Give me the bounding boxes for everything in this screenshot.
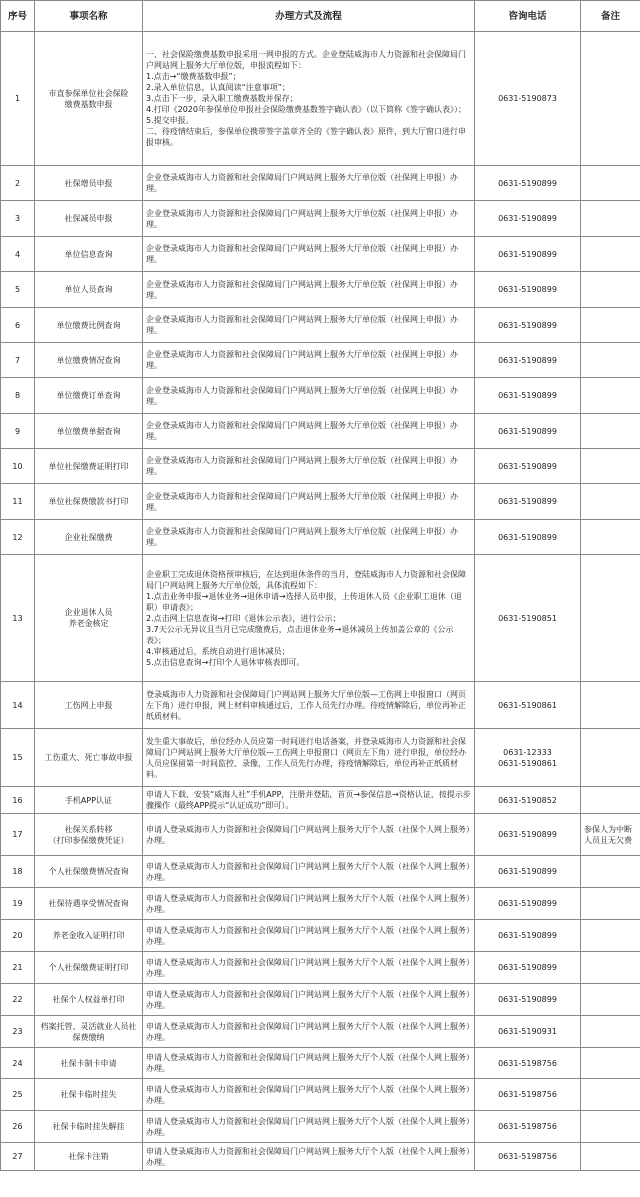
row-seq: 11 <box>1 484 35 520</box>
row-name: 工伤网上申报 <box>35 682 143 729</box>
row-method: 企业登录威海市人力资源和社会保障局门户网站网上服务大厅单位版（社保网上申报）办理。 <box>143 520 475 555</box>
row-name: 社保待遇享受情况查询 <box>35 888 143 920</box>
row-seq: 8 <box>1 378 35 414</box>
row-note <box>581 201 640 237</box>
row-seq: 23 <box>1 1016 35 1048</box>
row-method: 申请人登录威海市人力资源和社会保障局门户网站网上服务大厅个人版（社保个人网上服务）办理。 <box>143 1143 475 1171</box>
row-name: 社保关系转移 （打印参保缴费凭证） <box>35 814 143 856</box>
row-phone: 0631-12333 0631-5190861 <box>475 729 581 787</box>
row-note <box>581 1048 640 1079</box>
row-seq: 24 <box>1 1048 35 1079</box>
table-row <box>1 378 640 414</box>
row-method: 企业登录威海市人力资源和社会保障局门户网站网上服务大厅单位版（社保网上申报）办理。 <box>143 484 475 520</box>
row-phone: 0631-5190899 <box>475 237 581 272</box>
row-phone: 0631-5190899 <box>475 449 581 484</box>
row-seq: 16 <box>1 787 35 814</box>
row-name: 社保减员申报 <box>35 201 143 237</box>
row-seq: 22 <box>1 984 35 1016</box>
row-method: 登录威海市人力资源和社会保障局门户网站网上服务大厅单位版—工伤网上申报窗口（网页左下角）进行申报，网上材料审核通过后，工作人员先行办理。待疫情解除后，单位再补正纸质材料。 <box>143 682 475 729</box>
row-name: 档案托管、灵活就业人员社保费缴纳 <box>35 1016 143 1048</box>
row-seq: 15 <box>1 729 35 787</box>
row-note <box>581 1143 640 1171</box>
row-name: 养老金收入证明打印 <box>35 920 143 952</box>
row-phone: 0631-5198756 <box>475 1111 581 1143</box>
row-name: 个人社保缴费情况查询 <box>35 856 143 888</box>
row-method: 企业登录威海市人力资源和社会保障局门户网站网上服务大厅单位版（社保网上申报）办理。 <box>143 201 475 237</box>
row-method: 申请人登录威海市人力资源和社会保障局门户网站网上服务大厅个人版（社保个人网上服务）办理。 <box>143 856 475 888</box>
row-name: 单位社保缴费证明打印 <box>35 449 143 484</box>
row-name: 单位缴费订单查询 <box>35 378 143 414</box>
row-phone: 0631-5190899 <box>475 201 581 237</box>
table-row <box>1 520 640 555</box>
row-note <box>581 856 640 888</box>
row-note: 参保人为中断人员且无欠费 <box>581 814 640 856</box>
row-phone: 0631-5190899 <box>475 378 581 414</box>
row-phone: 0631-5190899 <box>475 484 581 520</box>
row-method: 申请人登录威海市人力资源和社会保障局门户网站网上服务大厅个人版（社保个人网上服务）办理。 <box>143 984 475 1016</box>
row-method: 企业职工完成退休资格预审核后，在达到退休条件的当月，登陆威海市人力资源和社会保障局门户网站网上服务大厅单位版，具体流程如下： 1.点击业务申报→退休业务→退休申请→选择人员申报，上传退休人员《企业职工退休（退职）申请表》； 2.点击网上信息查询→打印《退休公示表》，进行公示； 3.7天公示无异议且当月已完成缴费后，点击退休业务→退休减员上传加盖公章的《公示表》； 4.审核通过后，系统自动进行退休减员； 5.点击信息查询→打印个人退休审核表即可。 <box>143 555 475 682</box>
row-method: 申请人登录威海市人力资源和社会保障局门户网站网上服务大厅个人版（社保个人网上服务）办理。 <box>143 814 475 856</box>
row-method: 申请人下载、安装“威海人社”手机APP，注册并登陆，首页→参保信息→资格认证，按提示步骤操作（最终APP提示“认证成功”即可）。 <box>143 787 475 814</box>
table-row <box>1 1079 640 1111</box>
row-seq: 3 <box>1 201 35 237</box>
row-note <box>581 343 640 378</box>
table-row <box>1 449 640 484</box>
row-note <box>581 308 640 343</box>
header-seq: 序号 <box>1 1 35 32</box>
table-row <box>1 201 640 237</box>
row-name: 社保卡临时挂失解挂 <box>35 1111 143 1143</box>
table-row <box>1 555 640 682</box>
row-note <box>581 520 640 555</box>
row-phone: 0631-5190931 <box>475 1016 581 1048</box>
row-phone: 0631-5190852 <box>475 787 581 814</box>
row-note <box>581 1111 640 1143</box>
row-note <box>581 1079 640 1111</box>
row-seq: 18 <box>1 856 35 888</box>
row-method: 企业登录威海市人力资源和社会保障局门户网站网上服务大厅单位版（社保网上申报）办理。 <box>143 272 475 308</box>
table-row <box>1 787 640 814</box>
row-seq: 2 <box>1 166 35 201</box>
row-note <box>581 729 640 787</box>
row-seq: 21 <box>1 952 35 984</box>
row-method: 发生重大事故后，单位经办人员应第一时间进行电话备案，并登录威海市人力资源和社会保障局门户网站网上服务大厅单位版—工伤网上申报窗口（网页左下角）进行申报，单位经办人员应保留第一时间监控、录像，工作人员先行办理，待疫情解除后，单位再补正纸质材料。 <box>143 729 475 787</box>
row-phone: 0631-5190899 <box>475 308 581 343</box>
row-name: 单位缴费情况查询 <box>35 343 143 378</box>
table-row <box>1 308 640 343</box>
row-phone: 0631-5190851 <box>475 555 581 682</box>
row-method: 申请人登录威海市人力资源和社会保障局门户网站网上服务大厅个人版（社保个人网上服务）办理。 <box>143 1079 475 1111</box>
row-method: 企业登录威海市人力资源和社会保障局门户网站网上服务大厅单位版（社保网上申报）办理。 <box>143 343 475 378</box>
row-note <box>581 484 640 520</box>
row-name: 手机APP认证 <box>35 787 143 814</box>
row-phone: 0631-5190899 <box>475 888 581 920</box>
row-name: 社保卡临时挂失 <box>35 1079 143 1111</box>
row-name: 企业退休人员 养老金核定 <box>35 555 143 682</box>
row-phone: 0631-5198756 <box>475 1079 581 1111</box>
table-row <box>1 856 640 888</box>
table-row <box>1 272 640 308</box>
row-phone: 0631-5198756 <box>475 1143 581 1171</box>
row-phone: 0631-5190899 <box>475 814 581 856</box>
table-row <box>1 920 640 952</box>
table-row <box>1 414 640 449</box>
row-method: 申请人登录威海市人力资源和社会保障局门户网站网上服务大厅个人版（社保个人网上服务）办理。 <box>143 1016 475 1048</box>
row-method: 一、社会保险缴费基数申报采用一网申报的方式。企业登陆威海市人力资源和社会保障局门户网站网上服务大厅单位版，申报流程如下： 1.点击→“缴费基数申报”； 2.录入单位信息，认真阅读“注意事项”； 3.点击下一步，录入职工缴费基数并保存； 4.打印《2020年参保单位申报社会保险缴费基数签字确认表》（以下简称《签字确认表》）； 5.提交申报。 二、待疫情结束后，参保单位携带签字盖章齐全的《签字确认表》原件，到大厅窗口进行申报审核。 <box>143 32 475 166</box>
row-phone: 0631-5190873 <box>475 32 581 166</box>
table-row <box>1 814 640 856</box>
table-row <box>1 32 640 166</box>
row-seq: 20 <box>1 920 35 952</box>
row-name: 个人社保缴费证明打印 <box>35 952 143 984</box>
row-phone: 0631-5190899 <box>475 343 581 378</box>
row-phone: 0631-5190899 <box>475 272 581 308</box>
row-phone: 0631-5190899 <box>475 520 581 555</box>
row-phone: 0631-5190861 <box>475 682 581 729</box>
row-seq: 26 <box>1 1111 35 1143</box>
row-note <box>581 682 640 729</box>
row-method: 申请人登录威海市人力资源和社会保障局门户网站网上服务大厅个人版（社保个人网上服务）办理。 <box>143 888 475 920</box>
header-row <box>1 1 640 32</box>
row-note <box>581 32 640 166</box>
row-note <box>581 787 640 814</box>
table-body <box>1 32 640 1171</box>
row-note <box>581 952 640 984</box>
row-seq: 19 <box>1 888 35 920</box>
table-row <box>1 984 640 1016</box>
row-method: 申请人登录威海市人力资源和社会保障局门户网站网上服务大厅个人版（社保个人网上服务）办理。 <box>143 952 475 984</box>
row-method: 企业登录威海市人力资源和社会保障局门户网站网上服务大厅单位版（社保网上申报）办理。 <box>143 414 475 449</box>
row-name: 企业社保缴费 <box>35 520 143 555</box>
header-name: 事项名称 <box>35 1 143 32</box>
row-name: 社保增员申报 <box>35 166 143 201</box>
row-name: 单位缴费单据查询 <box>35 414 143 449</box>
row-note <box>581 414 640 449</box>
table-row <box>1 682 640 729</box>
row-method: 申请人登录威海市人力资源和社会保障局门户网站网上服务大厅个人版（社保个人网上服务）办理。 <box>143 1111 475 1143</box>
row-seq: 9 <box>1 414 35 449</box>
row-seq: 13 <box>1 555 35 682</box>
row-phone: 0631-5190899 <box>475 952 581 984</box>
row-method: 企业登录威海市人力资源和社会保障局门户网站网上服务大厅单位版（社保网上申报）办理。 <box>143 308 475 343</box>
table-row <box>1 952 640 984</box>
row-method: 申请人登录威海市人力资源和社会保障局门户网站网上服务大厅个人版（社保个人网上服务）办理。 <box>143 1048 475 1079</box>
row-seq: 6 <box>1 308 35 343</box>
row-name: 市直参保单位社会保险 缴费基数申报 <box>35 32 143 166</box>
row-phone: 0631-5198756 <box>475 1048 581 1079</box>
row-seq: 25 <box>1 1079 35 1111</box>
row-name: 单位信息查询 <box>35 237 143 272</box>
row-phone: 0631-5190899 <box>475 414 581 449</box>
header-phone: 咨询电话 <box>475 1 581 32</box>
row-note <box>581 378 640 414</box>
row-seq: 14 <box>1 682 35 729</box>
row-note <box>581 984 640 1016</box>
table-row <box>1 166 640 201</box>
row-note <box>581 920 640 952</box>
row-seq: 5 <box>1 272 35 308</box>
header-method: 办理方式及流程 <box>143 1 475 32</box>
table-row <box>1 1143 640 1171</box>
row-name: 社保卡注销 <box>35 1143 143 1171</box>
row-note <box>581 449 640 484</box>
row-note <box>581 237 640 272</box>
row-seq: 4 <box>1 237 35 272</box>
row-phone: 0631-5190899 <box>475 166 581 201</box>
table-row <box>1 1016 640 1048</box>
table-row <box>1 343 640 378</box>
row-seq: 7 <box>1 343 35 378</box>
row-name: 社保卡制卡申请 <box>35 1048 143 1079</box>
row-note <box>581 1016 640 1048</box>
row-seq: 12 <box>1 520 35 555</box>
row-phone: 0631-5190899 <box>475 984 581 1016</box>
row-method: 企业登录威海市人力资源和社会保障局门户网站网上服务大厅单位版（社保网上申报）办理。 <box>143 166 475 201</box>
row-name: 单位缴费比例查询 <box>35 308 143 343</box>
row-seq: 10 <box>1 449 35 484</box>
table-row <box>1 237 640 272</box>
row-note <box>581 166 640 201</box>
row-method: 企业登录威海市人力资源和社会保障局门户网站网上服务大厅单位版（社保网上申报）办理。 <box>143 237 475 272</box>
row-method: 企业登录威海市人力资源和社会保障局门户网站网上服务大厅单位版（社保网上申报）办理。 <box>143 449 475 484</box>
row-name: 单位社保费缴款书打印 <box>35 484 143 520</box>
row-method: 企业登录威海市人力资源和社会保障局门户网站网上服务大厅单位版（社保网上申报）办理。 <box>143 378 475 414</box>
table-row <box>1 729 640 787</box>
row-phone: 0631-5190899 <box>475 920 581 952</box>
row-seq: 27 <box>1 1143 35 1171</box>
row-phone: 0631-5190899 <box>475 856 581 888</box>
row-seq: 1 <box>1 32 35 166</box>
row-name: 单位人员查询 <box>35 272 143 308</box>
row-seq: 17 <box>1 814 35 856</box>
row-note <box>581 272 640 308</box>
row-name: 工伤重大、死亡事故申报 <box>35 729 143 787</box>
row-method: 申请人登录威海市人力资源和社会保障局门户网站网上服务大厅个人版（社保个人网上服务）办理。 <box>143 920 475 952</box>
row-note <box>581 555 640 682</box>
table-row <box>1 1048 640 1079</box>
row-note <box>581 888 640 920</box>
table-row <box>1 1111 640 1143</box>
row-name: 社保个人权益单打印 <box>35 984 143 1016</box>
table-row <box>1 888 640 920</box>
header-note: 备注 <box>581 1 640 32</box>
table-row <box>1 484 640 520</box>
